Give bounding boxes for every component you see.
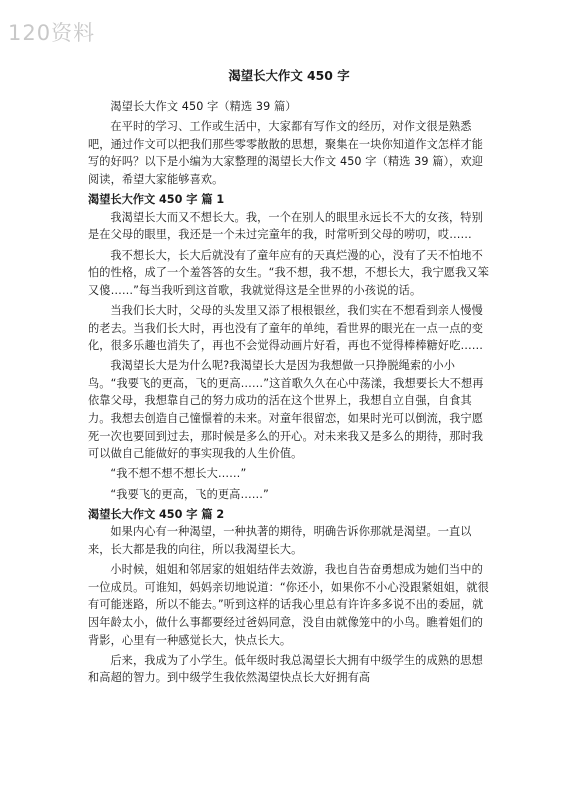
paragraph: 当我们长大时，父母的头发里又添了根根银丝，我们实在不想看到亲人慢慢的老去。当我们长大时，再也没有了童年的单纯，看世界的眼光在一点一点的变化，很多乐趣也消失了，再也不会觉得动画片好看，再也不觉得棒棒糖好吃…… [88, 303, 484, 353]
section-heading: 渴望长大作文 450 字 篇 1 [88, 193, 225, 207]
paragraph: “我不想不想不想长大……” [110, 467, 247, 481]
document-page [88, 66, 490, 690]
paragraph: “我要飞的更高，飞的更高……” [110, 487, 269, 501]
paragraph: 在平时的学习、工作或生活中，大家都有写作文的经历，对作文很是熟悉吧，通过作文可以把我们那些零零散散的思想，聚集在一块你知道作文怎样才能写的好吗？以下是小编为大家整理的渴望长大作文 450 字（精选 39 篇），欢迎阅读，希望大家能够喜欢。 [88, 120, 484, 186]
section-heading: 渴望长大作文 450 字 篇 2 [88, 507, 225, 521]
document-body [88, 98, 490, 687]
paragraph: 如果内心有一种渴望，一种执著的期待，明确告诉你那就是渴望。一直以来，长大都是我的向往，所以我渴望长大。 [88, 525, 472, 556]
paragraph: 我不想长大，长大后就没有了童年应有的天真烂漫的心，没有了天不怕地不怕的性格，成了一个羞答答的女生。“我不想，我不想，不想长大，我宁愿我又笨又傻……”每当我听到这首歌，我就觉得这是全世界的小孩说的话。 [88, 248, 489, 297]
paragraph: 渴望长大作文 450 字（精选 39 篇） [110, 100, 297, 113]
paragraph: 我渴望长大是为什么呢?我渴望长大是因为我想做一只挣脱绳索的小小鸟。“我要飞的更高，飞的更高……”这首歌久久在心中荡漾，我想要长大不想再依靠父母，我想靠自己的努力成功的活在这个世界上，我想自立自强，自食其力。我想去创造自己憧憬着的未来。对童年很留恋，如果时光可以倒流，我宁愿死一次也要回到过去，那时候是多么的开心。对未来我又是多么的期待，那时我可以做自己能做好的事实现我的人生价值。 [88, 359, 484, 461]
watermark-text: 120资料 [8, 21, 96, 45]
paragraph: 我渴望长大而又不想长大。我，一个在别人的眼里永远长不大的女孩，特别是在父母的眼里，我还是一个未过完童年的我，时常听到父母的唠叨，哎…… [88, 210, 483, 242]
document-title: 渴望长大作文 450 字 [228, 68, 350, 83]
paragraph: 小时候，姐姐和邻居家的姐姐结伴去效游，我也自告奋勇想成为她们当中的一位成员。可谁知，妈妈亲切地说道：“你还小，如果你不小心没跟紧姐姐，就很有可能迷路，所以不能去。”听到这样的话我心里总有许许多多说不出的委屈，就因年龄太小，做什么事都要经过爸妈同意，没自由就像笼中的小鸟。瞧着姐们的背影，心里有一种感觉长大，快点长大。 [88, 563, 489, 647]
paragraph: 后来，我成为了小学生。低年级时我总渴望长大拥有中级学生的成熟的思想和高超的智力。到中级学生我依然渴望快点长大好拥有高 [88, 653, 483, 685]
